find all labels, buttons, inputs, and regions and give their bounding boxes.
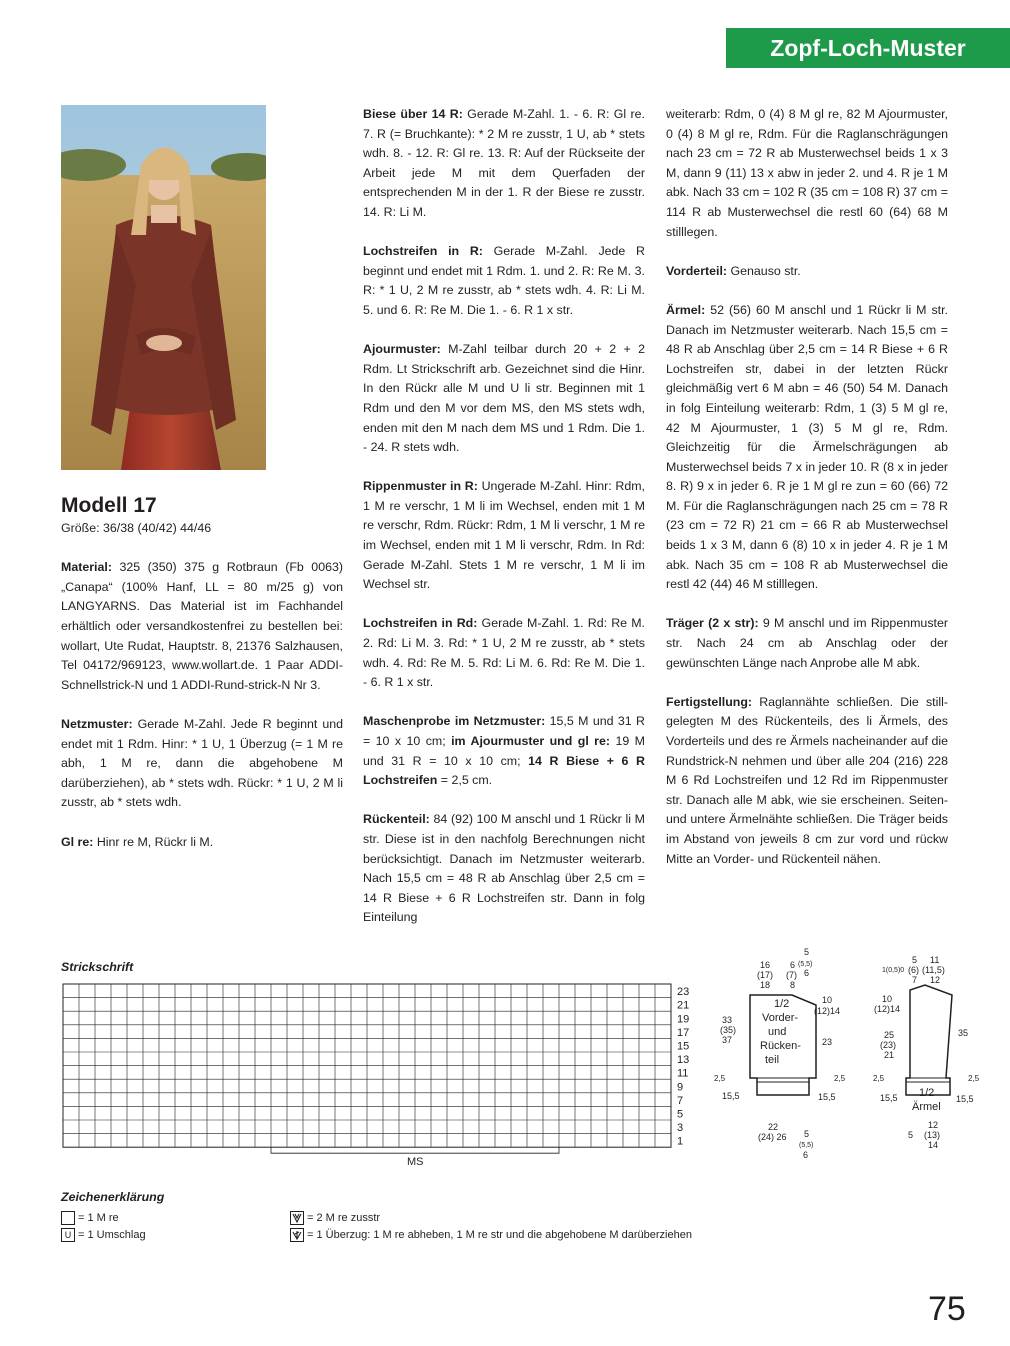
ms-bracket — [271, 1147, 559, 1153]
model-title: Modell 17 — [61, 494, 157, 517]
knitting-chart — [61, 982, 701, 1177]
maschenprobe-label2: im Ajourmuster und gl re: — [451, 734, 611, 748]
body-m-side1b: (12)14 — [814, 1006, 841, 1016]
aermel-text: 52 (56) 60 M anschl und 1 Rückr li M str. Danach im Netzmuster weiterarb. Nach 15,5 cm = 48 R ab Anschlag über 2,5 cm = 14 R Biese + 6 R Lochstreifen str, dabei in der letzten Rückr gleichmäßig vert 6 M abn = 46 (50) 54 M. Danach in folg Einteilung weiterarb: Rdm, 1 (3) 5 M gl re, 42 M Ajourmuster, 1 (3) 5 M gl re, Rdm. Gleichzeitig für die Ärmelschrägungen ab Musterwechsel beids 7 x in jeder 10. R (8 x in jeder 8. R) 9 x in jeder 6. R je 1 M gl re zun = 60 (66) 72 M. Für die Raglanschrägungen nach 25 cm = 78 R (23 cm = 72 R) 21 cm = 66 R ab Musterwechsel beids 1 x 3 M, dann 6 (8) 10 x in jeder 4. R je 1 M abk. Nach 35 cm = 108 R ab Musterwechsel die restl 42 (44) 46 M stilllegen. — [666, 302, 948, 592]
sleeve-m-top2b: (6) — [908, 965, 919, 975]
ms-label: MS — [407, 1156, 424, 1169]
body-m-top1: 16 — [760, 960, 771, 970]
lochstreifen-r-text: Gerade M-Zahl. Jede R beginnt und endet mit 1 Rdm. 1. und 2. R: Re M. 3. R: * 1 U, 2 M re zusstr, ab * stets wdh. 4. R: Li M. 5. und 6. R: Re M. Die 1. - 6. R 1 x str. — [363, 244, 645, 317]
ajourmuster-paragraph — [363, 340, 645, 458]
body-m-bottom2: 5 — [804, 1129, 810, 1139]
body-label-1: 1/2 — [774, 998, 790, 1010]
vorderteil-text: Genauso str. — [727, 263, 801, 278]
body-m-top1c: 18 — [760, 980, 771, 990]
material-label: Material: — [61, 560, 112, 575]
body-m-bottom1: 22 — [768, 1122, 779, 1132]
sleeve-label-1: 1/2 — [919, 1087, 935, 1099]
sleeve-m-band-l: 2,5 — [873, 1074, 885, 1083]
sleeve-m-left1: 25 — [884, 1030, 895, 1040]
sleeve-m-side1b: (12)14 — [874, 1004, 901, 1014]
body-m-left1c: 37 — [722, 1035, 733, 1045]
chart-row-number: 23 — [677, 986, 690, 999]
aermel-label: Ärmel: — [666, 302, 706, 317]
sleeve-m-right1: 35 — [958, 1028, 969, 1038]
knit-symbol-icon — [61, 1211, 75, 1225]
traeger-text: 9 M anschl und im Rippenmuster str. Nach 24 cm ab Anschlag oder der gewünschten Länge nach Anprobe alle M abk. — [666, 616, 948, 670]
sleeve-m-left1b: (23) — [880, 1040, 897, 1050]
legend-label: Zeichenerklärung — [61, 1190, 165, 1204]
rippenmuster-paragraph — [363, 477, 645, 595]
body-m-top2c: 8 — [790, 980, 796, 990]
body-m-top2b: (7) — [786, 970, 797, 980]
body-m-bottom1b: (24) 26 — [758, 1132, 787, 1142]
body-label-4: Rücken- — [760, 1040, 801, 1052]
netzmuster-paragraph — [61, 715, 343, 813]
sleeve-m-top3: 11 — [930, 955, 940, 965]
continuation-paragraph — [666, 105, 948, 242]
sleeve-label-2: Ärmel — [912, 1101, 941, 1113]
lochstreifen-rd-paragraph — [363, 614, 645, 692]
chart-row-number: 19 — [677, 1013, 690, 1026]
netzmuster-text: Gerade M-Zahl. Jede R beginnt und endet mit 1 Rdm. Hinr: * 1 U, 1 Überzug (= 1 M re abh, 1 M re, dann die abgehobene M darüberziehen), ab * stets wdh. Rückr: * 1 U, 2 M li zusstr, ab * stets wdh. — [61, 716, 343, 810]
chart-row-number: 17 — [677, 1026, 690, 1039]
body-m-band-r: 2,5 — [834, 1074, 846, 1083]
body-m-band-l: 2,5 — [714, 1074, 726, 1083]
text-column-2 — [363, 105, 645, 948]
sleeve-m-top1: 1(0,5)0 — [882, 967, 905, 974]
body-m-top2: 6 — [790, 960, 796, 970]
chart-row-number: 13 — [677, 1054, 690, 1067]
biese-paragraph — [363, 105, 645, 223]
maschenprobe-text2: 19 M und 31 R = 10 x 10 cm; — [363, 734, 645, 768]
maschenprobe-text: 15,5 M und 31 R = 10 x 10 cm; — [363, 714, 645, 748]
body-m-bottom2b: (5,5) — [799, 1142, 814, 1149]
continuation-text: weiterarb: Rdm, 0 (4) 8 M gl re, 82 M Ajourmuster, 0 (4) 8 M gl re, Rdm. Für die Raglanschrägungen nach 23 cm = 72 R ab Musterwechsel beids 1 x 3 M, dann 9 (11) 13 x abw in jeder 2. und 4. R je 1 M abk. Nach 33 cm = 102 R (35 cm = 108 R) 37 cm = 114 R ab Musterwechsel die restl 60 (64) 68 M stilllegen. — [666, 107, 948, 239]
ajourmuster-label: Ajourmuster: — [363, 342, 441, 357]
page-number: 75 — [928, 1290, 966, 1328]
body-m-top1b: (17) — [757, 970, 774, 980]
yarnover-symbol-icon: U — [61, 1228, 75, 1242]
legend-yarnover-text: = 1 Umschlag — [78, 1229, 146, 1241]
legend-item-ssk — [290, 1227, 692, 1244]
maschenprobe-label: Maschenprobe im Netzmuster: — [363, 714, 546, 729]
sleeve-m-bottom2: 5 — [908, 1130, 914, 1140]
lochstreifen-r-paragraph — [363, 242, 645, 320]
vorderteil-paragraph — [666, 262, 948, 282]
legend-right — [290, 1210, 692, 1244]
sleeve-m-top2c: 7 — [912, 975, 918, 985]
sleeve-m-bottom1c: 14 — [928, 1140, 939, 1150]
model-photo-image — [61, 105, 266, 470]
sleeve-m-low-l: 15,5 — [880, 1093, 898, 1103]
gl-re-label: Gl re: — [61, 834, 94, 849]
chart-row-number: 21 — [677, 999, 690, 1012]
body-schematic — [712, 945, 857, 1165]
model-photo — [61, 105, 266, 470]
fertigstellung-text: Raglannähte schließen. Die still-gelegten M des Rückenteils, des li Ärmels, des Vorderteils und des re Ärmels nacheinander auf die Rundstrick-N nehmen und über alle 204 (216) 228 M 6 Rd Lochstreifen und 12 Rd im Rippenmuster str. Danach alle M abk, wie sie erscheinen. Seiten- und untere Ärmelnähte schließen. Die Träger beids im Abstand von jeweils 8 cm zur vord und rückw Mitte an Vorder- und Rückenteil nähen. — [666, 694, 948, 866]
sleeve-m-side1: 10 — [882, 994, 893, 1004]
ssk-symbol-icon — [290, 1228, 304, 1242]
material-text: 325 (350) 375 g Rotbraun (Fb 0063) „Canapa“ (100% Hanf, LL = 80 m/25 g) von LANGYARNS. Das Material ist im Fachhandel erhältlich oder versandkostenfrei zu bestellen bei: wollart, Ute Rudat, Hauptstr. 8, 21376 Salzhausen, Tel 04172/969123, www.wollart.de. 1 Paar ADDI-Schnellstrick-N und 1 ADDI-Rund-strick-N Nr 3. — [61, 560, 343, 692]
legend-item-knit — [61, 1210, 146, 1227]
sleeve-m-bottom1: 12 — [928, 1120, 939, 1130]
fertigstellung-label: Fertigstellung: — [666, 694, 753, 709]
sleeve-m-band-r: 2,5 — [968, 1074, 980, 1083]
body-label-2: Vorder- — [762, 1012, 799, 1024]
page-header — [726, 28, 1010, 68]
traeger-paragraph — [666, 614, 948, 673]
legend-ssk-text: = 1 Überzug: 1 M re abheben, 1 M re str und die abgehobene M darüberziehen — [307, 1229, 692, 1241]
sleeve-m-top3c: 12 — [930, 975, 941, 985]
material-paragraph — [61, 558, 343, 695]
chart-row-number: 7 — [677, 1094, 684, 1107]
legend-item-k2tog — [290, 1210, 692, 1227]
rueckenteil-text: 84 (92) 100 M anschl und 1 Rückr li M str. Diese ist in den nachfolg Berechnungen nicht berücksichtigt. Danach im Netzmuster weiterarb. Nach 15,5 cm = 48 R ab Anschlag über 2,5 cm = 14 R Biese + 6 R Lochstreifen str. Dann in folg Einteilung — [363, 812, 645, 925]
chart-row-number: 3 — [677, 1122, 684, 1135]
rueckenteil-paragraph — [363, 810, 645, 928]
gl-re-paragraph — [61, 833, 343, 853]
body-m-top3: 5 — [804, 947, 810, 957]
body-label-5: teil — [765, 1054, 780, 1066]
body-m-top3c: 6 — [804, 968, 810, 978]
lochstreifen-rd-label: Lochstreifen in Rd: — [363, 616, 478, 631]
chart-row-number: 5 — [677, 1108, 684, 1121]
traeger-label: Träger (2 x str): — [666, 616, 759, 631]
sleeve-m-bottom1b: (13) — [924, 1130, 941, 1140]
sleeve-m-left1c: 21 — [884, 1050, 895, 1060]
lochstreifen-rd-text: Gerade M-Zahl. 1. Rd: Re M. 2. Rd: Li M. 3. Rd: * 1 U, 2 M re zusstr, ab * stets wdh. 4. Rd: Re M. 5. Rd: Li M. 6. Rd: Re M. Die 1. - 6. R 1 x str. — [363, 616, 645, 690]
legend-left — [61, 1210, 146, 1244]
gl-re-text: Hinr re M, Rückr li M. — [93, 834, 214, 849]
biese-text: Gerade M-Zahl. 1. - 6. R: Gl re. 7. R (= Bruchkante): * 2 M re zusstr, 1 U, ab * stets wdh. 8. - 12. R: Gl re. 13. R: Auf der Rückseite der Arbeit jede M mit dem Querfaden der entsprechenden M in der 1. R der Biese re zusstr. 14. R: Li M. — [363, 107, 645, 219]
fertigstellung-paragraph — [666, 693, 948, 869]
maschenprobe-text3: = 2,5 cm. — [437, 773, 493, 788]
maschenprobe-label3: 14 R Biese + 6 R Lochstreifen — [363, 753, 645, 788]
chart-row-number: 1 — [677, 1135, 684, 1148]
sleeve-m-top2: 5 — [912, 955, 918, 965]
text-column-3 — [666, 105, 948, 889]
body-m-top3b: (5,5) — [798, 961, 813, 968]
body-m-low-r: 15,5 — [818, 1092, 836, 1102]
rippenmuster-text: Ungerade M-Zahl. Hinr: Rdm, 1 M re verschr, 1 M li im Wechsel, enden mit 1 M re verschr, Rdm. Rückr: Rdm, 1 M li verschr, 1 M re im Wechsel, enden mit 1 M li verschr, Rdm. In Rd: Gerade M-Zahl. Stets 1 M re verschr, 1 M li im Wechsel str. — [363, 479, 646, 592]
legend-k2tog-text: = 2 M re zusstr — [307, 1212, 381, 1224]
biese-label: Biese über 14 R: — [363, 107, 463, 121]
k2tog-symbol-icon — [290, 1211, 304, 1225]
sleeve-schematic — [870, 950, 990, 1155]
chart-row-number: 9 — [677, 1081, 684, 1094]
body-m-low-l: 15,5 — [722, 1091, 740, 1101]
netzmuster-label: Netzmuster: — [61, 716, 133, 731]
aermel-paragraph — [666, 301, 948, 595]
chart-label: Strickschrift — [61, 960, 134, 974]
body-m-bottom2c: 6 — [803, 1150, 809, 1160]
maschenprobe-paragraph — [363, 712, 645, 790]
chart-row-number: 11 — [677, 1067, 689, 1080]
ajourmuster-text: M-Zahl teilbar durch 20 + 2 + 2 Rdm. Lt Strickschrift arb. Gezeichnet sind die Hinr. In den Rückr alle M und U li str. Beginnen mit 1 Rdm und den M vor dem MS, den MS stets wdh, enden mit den M nach dem MS und 1 Rdm. Die 1. - 24. R stets wdh. — [363, 342, 645, 455]
header-title: Zopf-Loch-Muster — [770, 35, 966, 61]
model-size: Größe: 36/38 (40/42) 44/46 — [61, 521, 212, 535]
body-m-side1: 10 — [822, 995, 833, 1005]
body-m-left1: 33 — [722, 1015, 733, 1025]
body-m-right1: 23 — [822, 1037, 833, 1047]
vorderteil-label: Vorderteil: — [666, 263, 728, 278]
rueckenteil-label: Rückenteil: — [363, 812, 430, 827]
legend-item-yarnover — [61, 1227, 146, 1244]
body-m-left1b: (35) — [720, 1025, 737, 1035]
text-column-1 — [61, 493, 343, 872]
sleeve-m-low-r: 15,5 — [956, 1094, 974, 1104]
rippenmuster-label: Rippenmuster in R: — [363, 479, 478, 494]
lochstreifen-r-label: Lochstreifen in R: — [363, 244, 483, 259]
body-label-3: und — [768, 1026, 787, 1038]
chart-row-number: 15 — [677, 1040, 690, 1053]
legend-knit-text: = 1 M re — [78, 1212, 119, 1224]
sleeve-m-top3b: (11,5) — [922, 965, 945, 975]
